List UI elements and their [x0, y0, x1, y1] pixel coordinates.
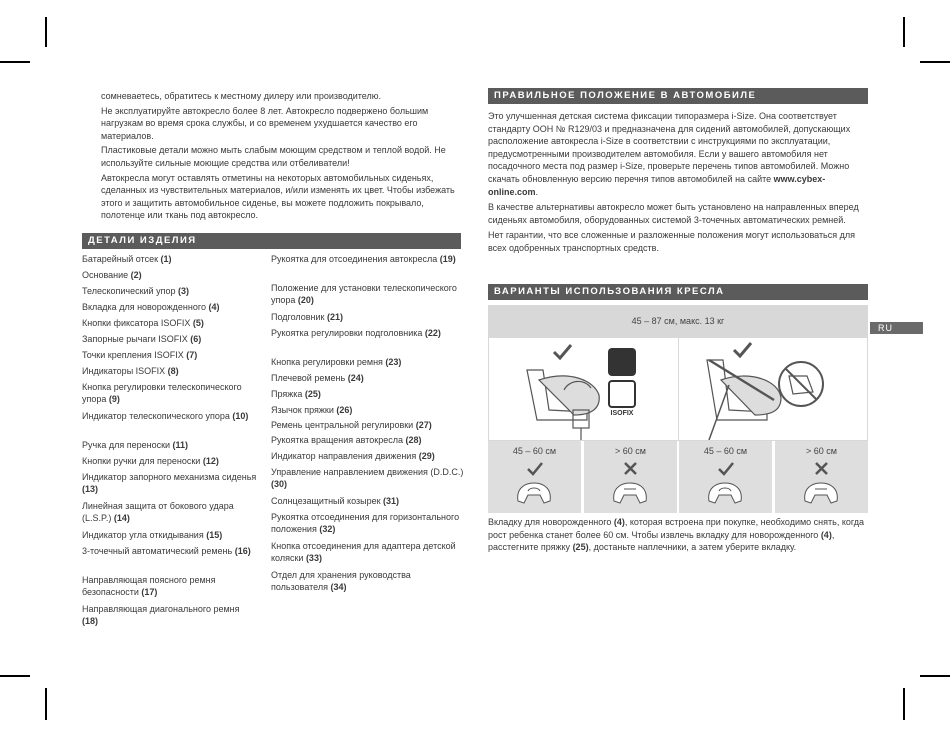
isofix-label: ISOFIX	[610, 410, 634, 417]
size-label: 45 – 60 см	[512, 446, 557, 456]
paragraph: Автокресла могут оставлять отметины на некоторых автомобильных сиденьях, сделанных из чувствительных материалов, и/или изменять их цвет. Чтобы избежать этого и защитить автомобильное сиденье, вы можете подложить покрывало, полотенце или ткань под автокресло.	[101, 172, 455, 221]
part-item: Рукоятка для отсоединения автокресла (19)	[271, 254, 456, 264]
part-item: Точки крепления ISOFIX (7)	[82, 350, 198, 360]
insert-instructions: Вкладку для новорожденного (4), которая встроена при покупке, необходимо снять, когда рост ребенка станет более 60 см. Чтобы извлечь вкладку для новорожденного (4), расстегните пряжку (25), достаньте наплечники, а затем уберите вкладку.	[488, 517, 865, 553]
crop-mark	[903, 688, 905, 720]
size-label: > 60 см	[806, 446, 837, 456]
newborn-insert-icon	[518, 483, 551, 503]
part-item: Кнопки ручки для переноски (12)	[82, 456, 219, 466]
newborn-insert-icon	[614, 483, 647, 503]
size-cell	[488, 441, 581, 513]
part-item: Кнопка отсоединения для адаптера детской коляски (33)	[271, 541, 456, 564]
check-icon	[679, 459, 772, 515]
crop-mark	[920, 61, 950, 63]
part-item: Кнопка регулировки телескопического упора (9)	[82, 382, 242, 405]
cross-icon	[584, 459, 677, 515]
part-item: Рукоятка вращения автокресла (28)	[271, 435, 422, 445]
size-label: > 60 см	[615, 446, 646, 456]
position-text	[488, 110, 868, 255]
part-item: Индикаторы ISOFIX (8)	[82, 366, 179, 376]
part-item: Управление направлением движения (D.D.C.) (30)	[271, 467, 464, 490]
care-text	[101, 90, 461, 222]
check-icon	[488, 459, 581, 515]
website-link[interactable]: www.cybex-online.com	[488, 173, 826, 197]
size-cell	[679, 441, 772, 513]
part-item: Пряжка (25)	[271, 389, 321, 399]
isofix-icon	[608, 380, 636, 408]
part-item: Ручка для переноски (11)	[82, 440, 189, 450]
part-item: Ремень центральной регулировки (27)	[271, 420, 432, 430]
paragraph: В качестве альтернативы автокресло может быть установлено на направленных вперед сиденьях автомобиля, оборудованных системой 3-точечных автоматических ремней.	[488, 202, 859, 225]
crop-mark	[0, 61, 30, 63]
isize-icon	[608, 348, 636, 376]
part-item: Язычок пряжки (26)	[271, 405, 353, 415]
parts-header: ДЕТАЛИ ИЗДЕЛИЯ	[82, 233, 461, 249]
newborn-insert-icon	[805, 483, 838, 503]
part-item: Рукоятка отсоединения для горизонтального положения (32)	[271, 512, 460, 535]
part-item: Основание (2)	[82, 270, 142, 280]
check-icon	[734, 343, 751, 356]
part-item: Положение для установки телескопического упора (20)	[271, 283, 457, 306]
belt-car-seat-illustration	[689, 340, 859, 440]
position-header: ПРАВИЛЬНОЕ ПОЛОЖЕНИЕ В АВТОМОБИЛЕ	[488, 88, 868, 104]
crop-mark	[920, 675, 950, 677]
paragraph: Пластиковые детали можно мыть слабым моющим средством и теплой водой. Не используйте сильные моющие средства или отбеливатели!	[101, 145, 446, 168]
newborn-insert-icon	[709, 483, 742, 503]
part-item: 3-точечный автоматический ремень (16)	[82, 546, 251, 556]
size-label: 45 – 60 см	[703, 446, 748, 456]
part-item: Направляющая поясного ремня безопасности (17)	[82, 575, 216, 598]
crop-mark	[903, 17, 905, 47]
part-item: Плечевой ремень (24)	[271, 373, 364, 383]
part-item: Батарейный отсек (1)	[82, 254, 172, 264]
part-item: Телескопический упор (3)	[82, 286, 189, 296]
size-cell	[584, 441, 677, 513]
check-icon	[554, 345, 571, 358]
usage-header: ВАРИАНТЫ ИСПОЛЬЗОВАНИЯ КРЕСЛА	[488, 284, 868, 300]
divider	[678, 338, 679, 440]
part-item: Вкладка для новорожденного (4)	[82, 302, 220, 312]
part-item: Кнопка регулировки ремня (23)	[271, 357, 402, 367]
part-item: Индикатор телескопического упора (10)	[82, 411, 249, 421]
part-item: Подголовник (21)	[271, 312, 344, 322]
usage-illustrations	[488, 337, 868, 441]
crop-mark	[0, 675, 30, 677]
part-item: Индикатор направления движения (29)	[271, 451, 435, 461]
part-item: Запорные рычаги ISOFIX (6)	[82, 334, 202, 344]
size-cell	[775, 441, 868, 513]
part-item: Индикатор угла откидывания (15)	[82, 530, 223, 540]
crop-mark	[45, 17, 47, 47]
paragraph: Это улучшенная детская система фиксации типоразмера i-Size. Она соответствует стандарту ООН № R129/03 и предназначена для сидений автомобилей, допускающих расположение автокресла i-Size в соответствии с инструкциями по эксплуатации, предусмотренными производителем автомобиля. Если у вашего автомобиля нет посадочного места под размер i-Size, проверьте перечень типов автомобилей. Можно скачать обновленную версию перечня типов автомобилей на сайте www.cybex-online.com.	[488, 111, 851, 197]
paragraph: Нет гарантии, что все сложенные и разложенные положения могут использоваться для всех одобренных транспортных средств.	[488, 230, 856, 253]
isofix-car-seat-illustration	[509, 340, 659, 440]
crop-mark	[45, 688, 47, 720]
part-item: Линейная защита от бокового удара (L.S.P.) (14)	[82, 501, 234, 524]
paragraph: сомневаетесь, обратитесь к местному дилеру или производителю.	[101, 91, 382, 101]
language-tab: RU	[870, 322, 923, 334]
part-item: Индикатор запорного механизма сиденья (13)	[82, 472, 257, 495]
part-item: Отдел для хранения руководства пользователя (34)	[271, 570, 411, 593]
usage-range-label: 45 – 87 см, макс. 13 кг	[631, 316, 725, 326]
part-item: Кнопки фиксатора ISOFIX (5)	[82, 318, 204, 328]
part-item: Солнцезащитный козырек (31)	[271, 496, 400, 506]
cross-icon	[775, 459, 868, 515]
part-item: Направляющая диагонального ремня (18)	[82, 604, 240, 627]
part-item: Рукоятка регулировки подголовника (22)	[271, 328, 441, 338]
paragraph: Не эксплуатируйте автокресло более 8 лет. Автокресло подвержено большим нагрузкам во время срока службы, и со временем ухудшается качество его материалов.	[101, 105, 429, 141]
